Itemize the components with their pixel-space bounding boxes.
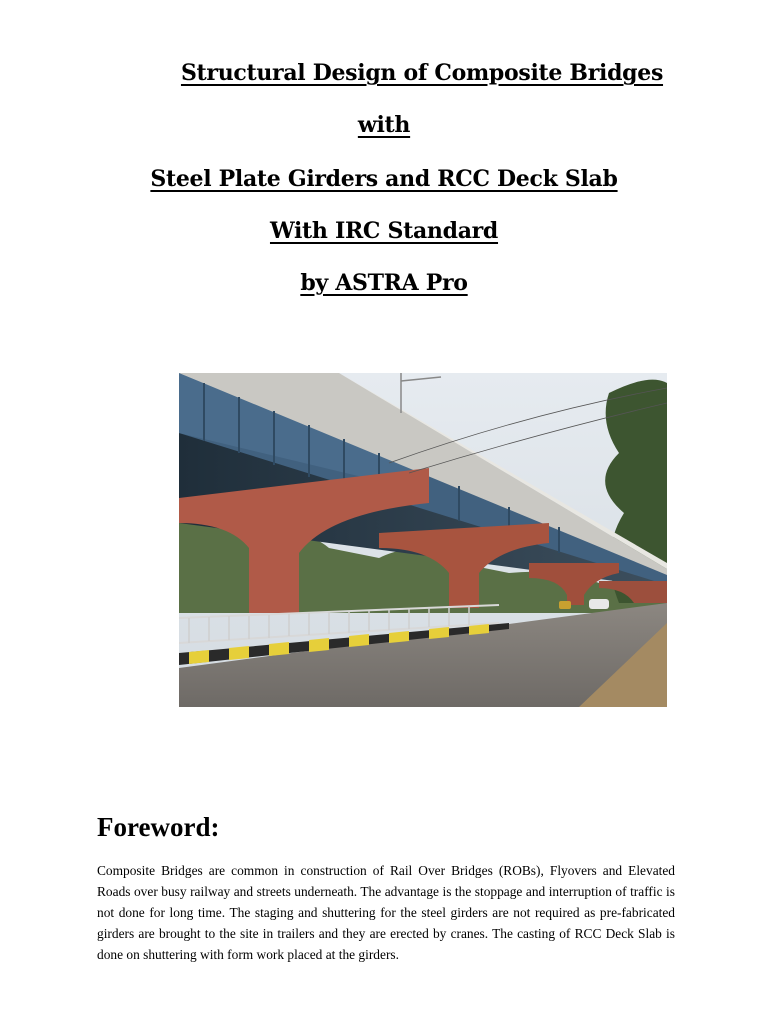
document-title-line-1: Structural Design of Composite Bridges xyxy=(180,60,664,86)
document-title-line-4: With IRC Standard xyxy=(269,218,499,244)
document-title-line-3: Steel Plate Girders and RCC Deck Slab xyxy=(150,166,618,192)
foreword-paragraph: Composite Bridges are common in construction of Rail Over Bridges (ROBs), Flyovers and Elevated Roads over busy railway and streets underneath. The advantage is the stoppage and interruption of traffic is not done for long time. The staging and shuttering for the steel girders are not required as pre-fabricated girders are brought to the site in trailers and they are erected by cranes. The casting of RCC Deck Slab is done on shuttering with form work placed at the girders. xyxy=(97,863,675,962)
document-title-line-2: with xyxy=(357,112,411,138)
bridge-photo xyxy=(179,373,667,707)
foreword-heading: Foreword: xyxy=(97,812,220,842)
document-title-line-5: by ASTRA Pro xyxy=(300,270,468,296)
